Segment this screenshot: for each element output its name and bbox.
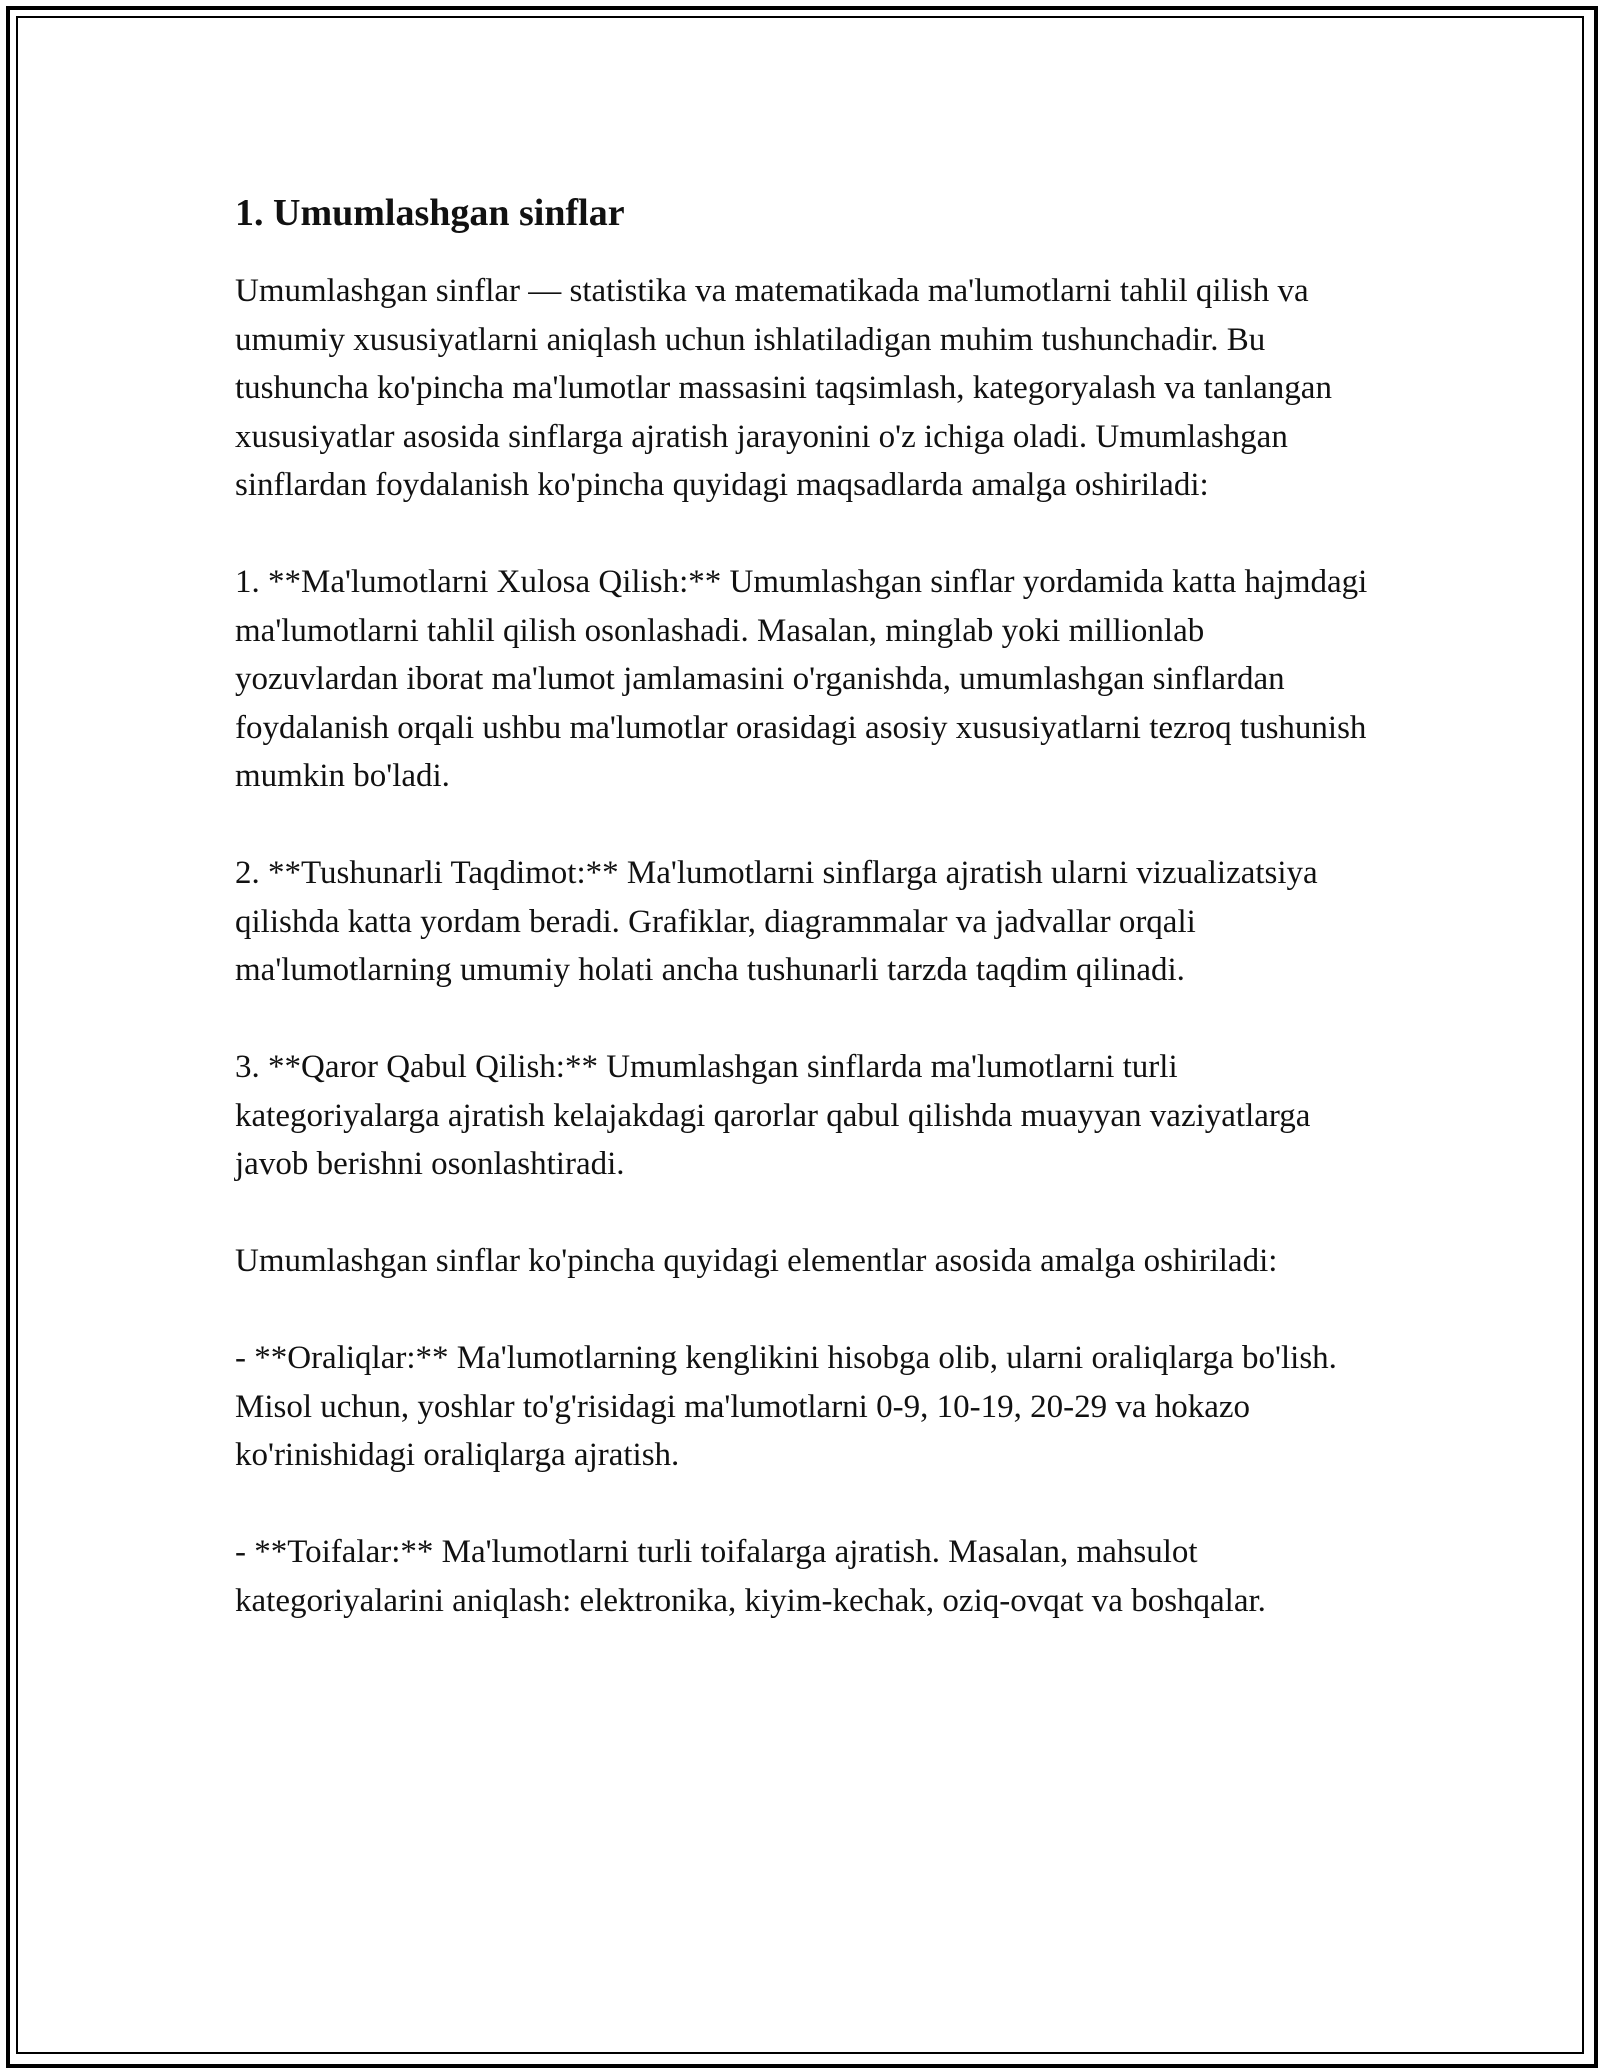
bullet-intervals: - **Oraliqlar:** Ma'lumotlarning kenglikini hisobga olib, ularni oraliqlarga bo'lish. Misol uchun, yoshlar to'g'risidagi ma'lumotlarni 0-9, 10-19, 20-29 va hokazo ko'rinishidagi oraliqlarga ajratish. xyxy=(235,1340,1337,1473)
list-item-summary: 1. **Ma'lumotlarni Xulosa Qilish:** Umumlashgan sinflar yordamida katta hajmdagi ma'lumotlarni tahlil qilish osonlashadi. Masalan, minglab yoki millionlab yozuvlardan iborat ma'lumot jamlamasini o'rganishda, umumlashgan sinflardan foydalanish orqali ushbu ma'lumotlar orasidagi asosiy xususiyatlarni tezroq tushunish mumkin bo'ladi. xyxy=(235,564,1368,794)
list-item-decision: 3. **Qaror Qabul Qilish:** Umumlashgan sinflarda ma'lumotlarni turli kategoriyalarga ajratish kelajakdagi qarorlar qabul qilishda muayyan vaziyatlarga javob berishni osonlashtiradi. xyxy=(235,1049,1311,1182)
elements-intro-paragraph: Umumlashgan sinflar ko'pincha quyidagi elementlar asosida amalga oshiriladi: xyxy=(235,1243,1278,1279)
list-item-presentation: 2. **Tushunarli Taqdimot:** Ma'lumotlarni sinflarga ajratish ularni vizualizatsiya qilishda katta yordam beradi. Grafiklar, diagrammalar va jadvallar orqali ma'lumotlarning umumiy holati ancha tushunarli tarzda taqdim qilinadi. xyxy=(235,855,1318,988)
section-title: 1. Umumlashgan sinflar xyxy=(235,192,625,234)
bullet-categories: - **Toifalar:** Ma'lumotlarni turli toifalarga ajratish. Masalan, mahsulot kategoriyalarini aniqlash: elektronika, kiyim-kechak, oziq-ovqat va boshqalar. xyxy=(235,1534,1266,1619)
intro-paragraph: Umumlashgan sinflar — statistika va matematikada ma'lumotlarni tahlil qilish va umumiy xususiyatlarni aniqlash uchun ishlatiladigan muhim tushunchadir. Bu tushuncha ko'pincha ma'lumotlar massasini taqsimlash, kategoryalash va tanlangan xususiyatlar asosida sinflarga ajratish jarayonini o'z ichiga oladi. Umumlashgan sinflardan foydalanish ko'pincha quyidagi maqsadlarda amalga oshiriladi: xyxy=(235,273,1332,503)
document-body xyxy=(235,185,1375,1674)
